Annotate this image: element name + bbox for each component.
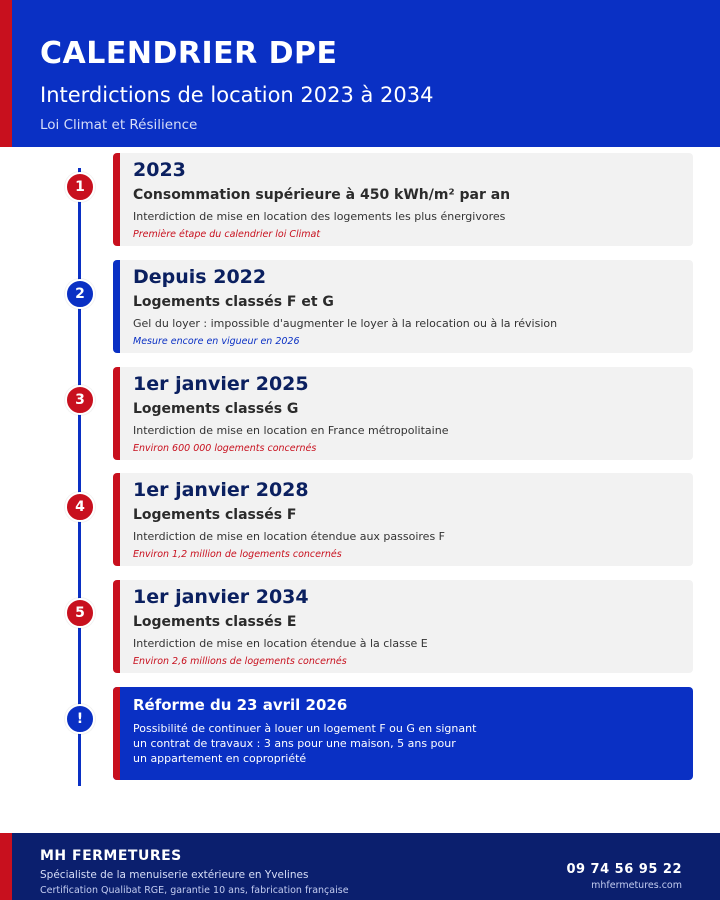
card-description: Interdiction de mise en location étendue aux passoires F	[133, 530, 446, 543]
law-label: Loi Climat et Résilience	[40, 117, 198, 133]
card-description: Gel du loyer : impossible d'augmenter le loyer à la relocation ou à la révision	[133, 317, 558, 330]
company-certification: Certification Qualibat RGE, garantie 10 ans, fabrication française	[40, 885, 349, 896]
card-note: Environ 2,6 millions de logements concernés	[133, 656, 347, 667]
card-accent-bar	[113, 153, 120, 246]
card-note: Mesure encore en vigueur en 2026	[133, 336, 300, 347]
card-note: Première étape du calendrier loi Climat	[133, 229, 321, 240]
reform-exclamation-icon: !	[65, 704, 95, 734]
card-date: 1er janvier 2034	[133, 586, 309, 608]
reform-description	[133, 721, 493, 766]
card-note: Environ 600 000 logements concernés	[133, 443, 317, 454]
card-date: 1er janvier 2028	[133, 479, 309, 501]
header-red-stripe	[0, 0, 12, 147]
website-link[interactable]: mhfermetures.com	[591, 880, 682, 891]
card-description: Interdiction de mise en location des logements les plus énergivores	[133, 210, 506, 223]
card-description: Interdiction de mise en location étendue à la classe E	[133, 637, 428, 650]
footer-red-stripe	[0, 833, 12, 900]
card-description: Interdiction de mise en location en France métropolitaine	[133, 424, 449, 437]
reform-line: Possibilité de continuer à louer un logement F ou G en signant	[133, 722, 477, 735]
timeline-card-5	[113, 580, 693, 673]
card-accent-bar	[113, 367, 120, 460]
reform-title: Réforme du 23 avril 2026	[133, 696, 348, 714]
timeline-card-4	[113, 473, 693, 566]
step-marker-4: 4	[65, 492, 95, 522]
card-heading: Consommation supérieure à 450 kWh/m² par an	[133, 187, 511, 203]
card-accent-bar	[113, 473, 120, 566]
reform-line: un contrat de travaux : 3 ans pour une maison, 5 ans pour	[133, 737, 456, 750]
card-date: 1er janvier 2025	[133, 373, 309, 395]
timeline-card-3	[113, 367, 693, 460]
page-subtitle: Interdictions de location 2023 à 2034	[40, 83, 434, 107]
timeline-line	[78, 168, 81, 786]
reform-card	[113, 687, 693, 780]
step-marker-3: 3	[65, 385, 95, 415]
card-heading: Logements classés G	[133, 401, 299, 417]
header-banner	[0, 0, 720, 147]
card-accent-bar	[113, 687, 120, 780]
phone-number[interactable]: 09 74 56 95 22	[566, 862, 682, 877]
timeline-card-2	[113, 260, 693, 353]
timeline-card-1	[113, 153, 693, 246]
card-date: Depuis 2022	[133, 266, 267, 288]
card-date: 2023	[133, 159, 186, 181]
company-tagline: Spécialiste de la menuiserie extérieure en Yvelines	[40, 869, 309, 881]
page-title: CALENDRIER DPE	[40, 36, 338, 71]
step-marker-1: 1	[65, 172, 95, 202]
card-heading: Logements classés E	[133, 614, 297, 630]
step-marker-2: 2	[65, 279, 95, 309]
card-accent-bar	[113, 580, 120, 673]
step-marker-5: 5	[65, 598, 95, 628]
card-heading: Logements classés F et G	[133, 294, 334, 310]
card-heading: Logements classés F	[133, 507, 297, 523]
footer	[0, 833, 720, 900]
reform-line: un appartement en copropriété	[133, 752, 307, 765]
company-name: MH FERMETURES	[40, 848, 182, 864]
card-note: Environ 1,2 million de logements concernés	[133, 549, 342, 560]
card-accent-bar	[113, 260, 120, 353]
